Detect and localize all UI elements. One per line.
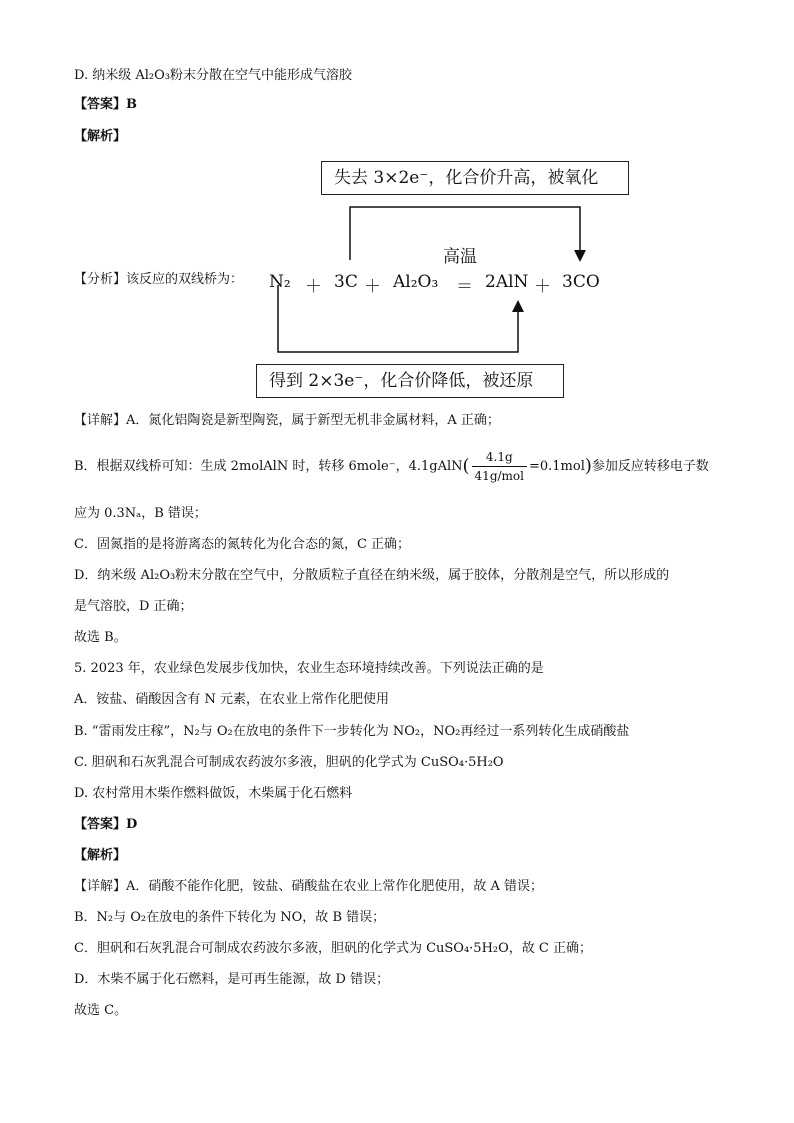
detail-b-pre: B．根据双线桥可知：生成 2molAlN 时，转移 6mole⁻，4.1gAlN (74, 459, 463, 474)
fraction-result: =0.1mol (528, 459, 585, 474)
q5-option-d: D. 农村常用木柴作燃料做饭，木柴属于化石燃料 (74, 786, 353, 801)
q5-option-a: A．铵盐、硝酸因含有 N 元素，在农业上常作化肥使用 (74, 692, 390, 707)
analysis-label-2: 【解析】 (74, 848, 127, 863)
bottom-electron-box: 得到 2×3e⁻，化合价降低，被还原 (256, 364, 564, 398)
q5-option-b: B. “雷雨发庄稼”，N₂与 O₂在放电的条件下一步转化为 NO₂，NO₂再经过一系列转化生成硝酸盐 (74, 724, 630, 739)
detail2-c: C．胆矾和石灰乳混合可制成农药波尔多液，胆矾的化学式为 CuSO₄·5H₂O，故 C 正确； (74, 941, 592, 956)
arrow-down-icon (574, 250, 586, 262)
detail-b-post: 参加反应转移电子数 (591, 459, 709, 474)
reactant-al2o3: Al₂O₃ (393, 272, 439, 292)
detail-d-line1: D．纳米级 Al₂O₃粉末分散在空气中，分散质粒子直径在纳米级，属于胶体，分散剂是空气，所以形成的 (74, 568, 670, 583)
detail2-b: B．N₂与 O₂在放电的条件下转化为 NO，故 B 错误； (74, 910, 386, 925)
fraction-denominator: 41g/mol (474, 469, 524, 483)
plus-sign: ＋ (305, 277, 322, 297)
condition-label: 高温 (443, 247, 477, 267)
detail2-a: 【详解】A．硝酸不能作化肥，铵盐、硝酸盐在农业上常作化肥使用，故 A 错误； (74, 879, 544, 894)
reactant-c: 3C (334, 272, 358, 292)
detail-a: 【详解】A．氮化铝陶瓷是新型陶瓷，属于新型无机非金属材料，A 正确； (74, 413, 500, 428)
product-aln: 2AlN (485, 272, 529, 292)
detail-c: C．固氮指的是将游离态的氮转化为化合态的氮，C 正确； (74, 537, 411, 552)
detail2-d: D．木柴不属于化石燃料，是可再生能源，故 D 错误； (74, 972, 390, 987)
option-d-prev: D. 纳米级 Al₂O₃粉末分散在空气中能形成气溶胶 (74, 68, 352, 83)
product-co: 3CO (562, 272, 600, 292)
detail-b-line1: B．根据双线桥可知：生成 2molAlN 时，转移 6mole⁻，4.1gAlN( $\frac{4.1g}{\text{41g/mol}}$ =0.1mol)参加反应转移电子数 (74, 450, 709, 483)
analysis-intro: 【分析】该反应的双线桥为： (74, 272, 244, 287)
choose-c: 故选 C。 (74, 1003, 128, 1018)
answer-label-1: 【答案】B (74, 97, 137, 112)
top-electron-box: 失去 3×2e⁻，化合价升高，被氧化 (321, 161, 629, 195)
mass-fraction (472, 448, 527, 485)
analysis-label-1: 【解析】 (74, 129, 127, 144)
detail-b-line2: 应为 0.3Nₐ，B 错误； (74, 506, 207, 521)
question-5: 5. 2023 年，农业绿色发展步伐加快，农业生态环境持续改善。下列说法正确的是 (74, 661, 544, 676)
arrow-up-icon (512, 300, 524, 312)
choose-b: 故选 B。 (74, 630, 127, 645)
detail-d-line2: 是气溶胶，D 正确； (74, 599, 193, 614)
plus-sign: ＋ (364, 277, 381, 297)
plus-sign: ＋ (534, 277, 551, 297)
answer-label-2: 【答案】D (74, 817, 138, 832)
equals-sign: ＝ (456, 277, 473, 297)
reactant-n2: N₂ (269, 272, 291, 292)
fraction-numerator: 4.1g (472, 448, 527, 467)
q5-option-c: C. 胆矾和石灰乳混合可制成农药波尔多液，胆矾的化学式为 CuSO₄·5H₂O (74, 755, 504, 770)
